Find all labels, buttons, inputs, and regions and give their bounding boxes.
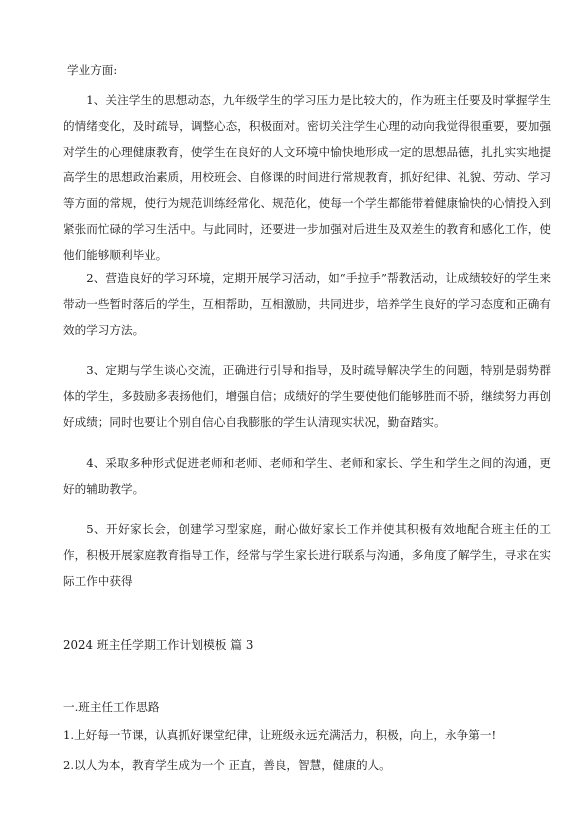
paragraph-3: 3、定期与学生谈心交流，正确进行引导和指导，及时疏导解决学生的问题，特别是弱势群体的学生，多鼓励多表扬他们，增强自信；成绩好的学生要使他们能够胜而不骄，继续努力再创好成绩；同时也要让个别自信心自我膨胀的学生认清现实状况，勤奋踏实。 bbox=[63, 363, 551, 429]
section-heading: 学业方面: bbox=[67, 63, 118, 77]
paragraph-5: 5、开好家长会，创建学习型家庭，耐心做好家长工作并使其积极有效地配合班主任的工作，积极开展家庭教育指导工作，经常与学生家长进行联系与沟通，多角度了解学生，寻求在实际工作中获得 bbox=[63, 522, 551, 588]
paragraph-2: 2、营造良好的学习环境，定期开展学习活动，如“手拉手”帮教活动，让成绩较好的学生来带动一些暂时落后的学生，互相帮助，互相激励，共同进步，培养学生良好的学习态度和正确有效的学习方法。 bbox=[63, 271, 551, 337]
subsection-title: 一.班主任工作思路 bbox=[63, 700, 160, 714]
list-item: 1.上好每一节课，认真抓好课堂纪律，让班级永远充满活力，积极，向上，永争第一! bbox=[63, 728, 497, 742]
section-title: 2024 班主任学期工作计划模板 篇 3 bbox=[63, 638, 254, 652]
list-item: 2.以人为本，教育学生成为一个 正直，善良，智慧，健康的人。 bbox=[63, 758, 391, 772]
paragraph-1: 1、关注学生的思想动态，九年级学生的学习压力是比较大的，作为班主任要及时掌握学生的情绪变化，及时疏导，调整心态，积极面对。密切关注学生心理的动向我觉得很重要，要加强对学生的心理健康教育，使学生在良好的人文环境中愉快地形成一定的思想品德，扎扎实实地提高学生的思想政治素质，用校班会、自修课的时间进行常规教育，抓好纪律、礼貌、劳动、学习等方面的常规，使行为规范训练经常化、规范化，使每一个学生都能带着健康愉快的心情投入到紧张而忙碌的学习生活中。与此同时，还要进一步加强对后进生及双差生的教育和感化工作，使他们能够顺利毕业。 bbox=[63, 93, 551, 262]
paragraph-4: 4、采取多种形式促进老师和老师、老师和学生、老师和家长、学生和学生之间的沟通，更好的辅助教学。 bbox=[63, 456, 551, 496]
